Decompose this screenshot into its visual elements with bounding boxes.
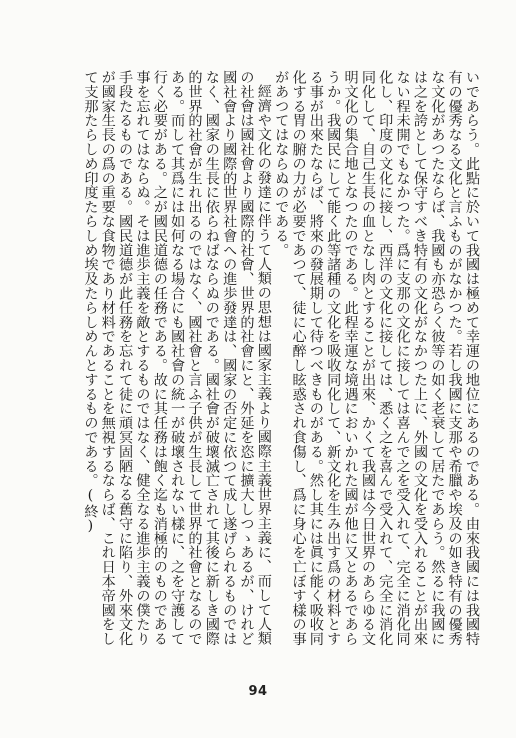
paragraph-1: いであらう。此點に於いて我國は極めて幸運の地位にあるのである。由來我國には我國特有の優秀なる文化と言ふものがなかつた。若し我國に支那や希臘や埃及の如き特有の優秀な文化があつたならば、我國も亦恐らく彼等の如く老衰して居たであらう。然るに我國には之を誇として保守すべき特有の文化がなかつた上に、外國の文化を受入れることが出來ない程未開でもなかつた。爲に支那の文化に接しては喜んで之を受入れて、完全に消化同化し、印度の文化に接し、西洋の文化に接しては、悉く之を喜んで受入れて、完全に消化同化して、自己生長の血となし肉とすることが出來、かくて我國は今日世界のあらゆる文明文化の集合地となつたのである。此程幸運な境遇においかれた國が他に又とあるであらうか。我國民にして能く此等諸種の文化を吸收同化して、新文化を生み出す爲の材料とする事が出來たならば、將來の發展期して待つべきものがある。然し其には眞に能く吸收同化する胃の腑の力が必要であつて、徒に心醉し眩惑され食傷し、爲に身心を亡ぼす樣の事があつてはならぬのである。 [273,70,480,646]
vertical-text-body [81,70,480,650]
page-number: 94 [248,684,268,699]
paragraph-2: 經濟や文化の發達に伴うて人類の思想は國家主義より國際主義世界主義に、而して人類の社會は國社會より國際的社會、世界的社會にと、外延を恣に擴大しつゝあるが、けれど國社會より國際的世界社會への進歩發達は、國家の否定に依つて成し遂げられるものではなく、國家の生長に依らねばならぬのである。國社會が破壞滅亡されて其後に新しき國際的世界的社會が生れ出るのではなく、國社會と言ふ子供が生長して世界的社會となるのである。而して其爲には如何なる場合にも國社會の統一が破壞されない樣に、之を守護して行く必要がある。之が國民道德の任務である。故に其任務は飽く迄も消極的のものである事を忘れてはならぬ。そは進歩主義を敵とするものではなく、健全なる進歩主義の僕たり手段たるものである。國民道德が此任務を忘れて徒に頑冥固陋なる舊守に陷り、外來文化が國家生長の爲の重要な食物であり材料であることを無視するならば、これ日本帝國をして支那たらしめ印度たらしめ埃及たらしめんとするものである。(終) [82,70,272,646]
